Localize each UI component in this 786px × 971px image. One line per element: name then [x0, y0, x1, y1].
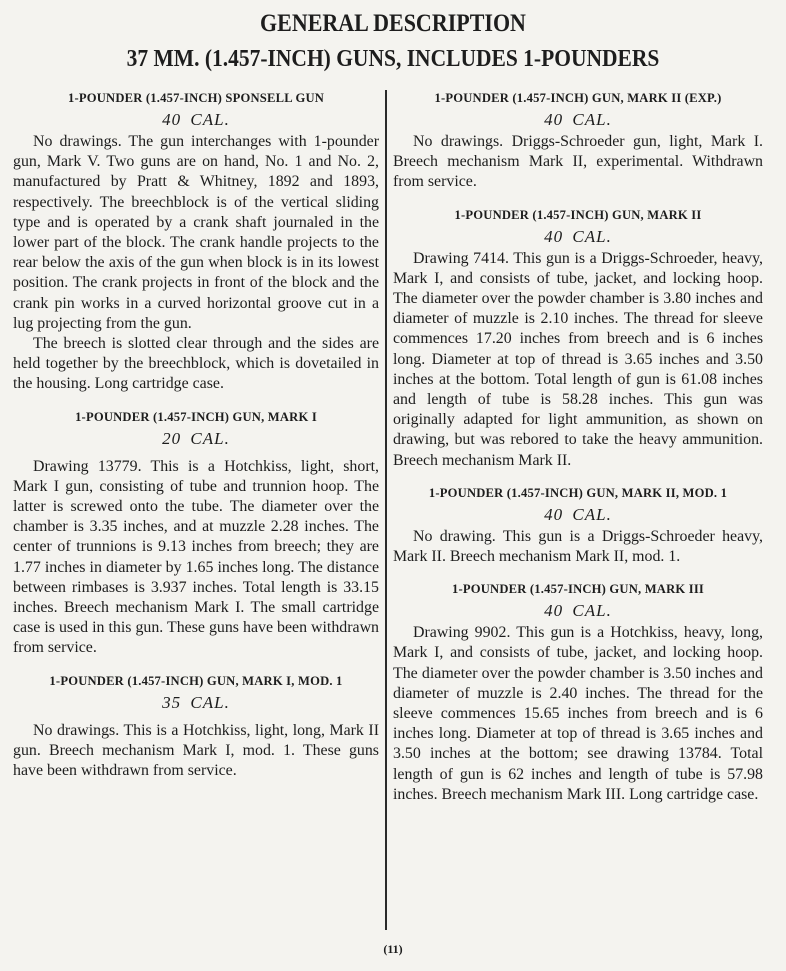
section-paragraph: No drawing. This gun is a Driggs-Schroeder heavy, Mark II. Breech mechanism Mark II, mod. 1.	[393, 527, 763, 566]
section-paragraph: No drawings. This is a Hotchkiss, light, long, Mark II gun. Breech mechanism Mark I, mod. 1. These guns have been withdrawn from service.	[13, 721, 379, 780]
page-number: (11)	[383, 942, 403, 956]
section-heading: 1-POUNDER (1.457-INCH) GUN, MARK I	[75, 409, 317, 424]
page-subtitle: 37 MM. (1.457-INCH) GUNS, INCLUDES 1-POUNDERS	[126, 44, 660, 72]
caliber-label: 40 CAL.	[544, 504, 612, 524]
section-heading: 1-POUNDER (1.457-INCH) GUN, MARK III	[451, 582, 705, 597]
section-heading: 1-POUNDER (1.457-INCH) GUN, MARK II (EXP.)	[434, 91, 722, 105]
caliber-label: 35 CAL.	[162, 692, 230, 712]
caliber-label: 40 CAL.	[162, 110, 230, 129]
section-mark-iii	[393, 579, 763, 805]
section-paragraph: Drawing 7414. This gun is a Driggs-Schroeder, heavy, Mark I, and consists of tube, jacket, and locking hoop. The diameter over the powder chamber is 3.80 inches and diameter of muzzle is 2.10 inches. The thread for sleeve commences 17.20 inches from breech and is 6 inches long. Diameter at top of thread is 3.65 inches and 3.50 inches at the bottom. Total length of gun is 61.08 inches and length of tube is 58.28 inches. This gun was originally adapted for light ammunition, as shown on drawing, but was rebored to take the heavy ammunition. Breech mechanism Mark II.	[393, 249, 763, 469]
section-paragraph: No drawings. The gun interchanges with 1-pounder gun, Mark V. Two guns are on hand, No. 1 and No. 2, manufactured by Pratt & Whitney, 1892 and 1893, respectively. The breechblock is of the vertical sliding type and is operated by a crank shaft journaled in the lower part of the block. The crank handle projects to the rear below the axis of the gun when block is in its lowest position. The crank projects in front of the block and the crank pin works in a curved horizontal groove cut in a lug projecting from the gun.	[13, 133, 379, 332]
section-heading: 1-POUNDER (1.457-INCH) GUN, MARK I, MOD. 1	[49, 673, 343, 688]
caliber-label: 40 CAL.	[544, 226, 612, 246]
section-heading: 1-POUNDER (1.457-INCH) SPONSELL GUN	[67, 91, 325, 105]
section-mark-i-mod-1	[13, 671, 379, 782]
column-divider	[385, 90, 387, 930]
right-column	[393, 88, 763, 805]
caliber-label: 40 CAL.	[544, 110, 612, 129]
section-paragraph: Drawing 9902. This gun is a Hotchkiss, heavy, long, Mark I, and consists of tube, jacket, and locking hoop. The diameter over the powder chamber is 3.50 inches and diameter of muzzle is 2.40 inches. The thread for the sleeve commences 15.65 inches from breech and is 6 inches long. Diameter at top of thread is 3.65 inches and 3.50 inches at the bottom; see drawing 13784. Total length of gun is 62 inches and length of tube is 57.98 inches. Breech mechanism Mark III. Long cartridge case.	[393, 624, 763, 803]
left-column	[13, 88, 379, 781]
section-paragraph: Drawing 13779. This is a Hotchkiss, light, short, Mark I gun, consisting of tube and trunnion hoop. The latter is screwed onto the tube. The diameter over the chamber is 3.35 inches, and at muzzle 2.28 inches. The center of trunnions is 9.13 inches from breech; they are 1.77 inches in diameter by 1.65 inches long. The distance between rimbases is 3.937 inches. Total length is 33.15 inches. Breech mechanism Mark I. The small cartridge case is used in this gun. These guns have been withdrawn from service.	[13, 457, 379, 657]
section-sponsell-gun	[13, 88, 379, 395]
caliber-label: 20 CAL.	[162, 428, 230, 448]
section-paragraph: The breech is slotted clear through and the sides are held together by the breechblock, which is dovetailed in the housing. Long cartridge case.	[13, 335, 379, 393]
section-mark-ii	[393, 205, 763, 471]
section-paragraph: No drawings. Driggs-Schroeder gun, light, Mark I. Breech mechanism Mark II, experimental. Withdrawn from service.	[393, 133, 763, 191]
section-mark-i	[13, 407, 379, 659]
section-heading: 1-POUNDER (1.457-INCH) GUN, MARK II, MOD. 1	[428, 485, 728, 500]
section-mark-ii-mod-1	[393, 483, 763, 567]
caliber-label: 40 CAL.	[544, 601, 612, 621]
page-title: GENERAL DESCRIPTION	[260, 8, 526, 37]
section-heading: 1-POUNDER (1.457-INCH) GUN, MARK II	[454, 207, 702, 222]
section-mark-ii-exp	[393, 88, 763, 193]
